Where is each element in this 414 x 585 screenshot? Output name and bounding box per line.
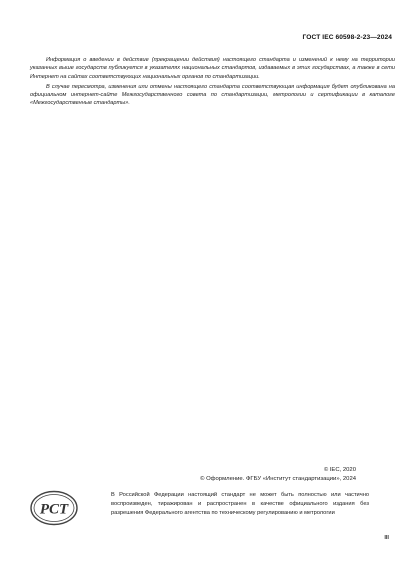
rst-certification-mark-icon [29, 490, 79, 526]
iec-copyright: © IEC, 2020 [323, 467, 356, 473]
logo-text: РСТ [39, 501, 69, 518]
revision-paragraph: В случае пересмотра, изменения или отмены настоящего стандарта соответствующая информация будет опубликована на официальном интернет-сайте Межгосударственного совета по стандартизации, метрологии и сертификации в каталоге «Межгосударственные стандарты». [30, 83, 395, 107]
reproduction-notice: В Российской Федерации настоящий стандарт не может быть полностью или частично воспроизведен, тиражирован и распространен в качестве официального издания без разрешения Федерального агентства по техническому регулированию и метрологии [111, 492, 369, 517]
document-body [30, 56, 395, 108]
standard-code-header: ГОСТ IEC 60598-2-23—2024 [302, 34, 392, 41]
copyright-block [200, 466, 356, 484]
page-number: III [384, 535, 389, 541]
info-paragraph: Информация о введении в действие (прекращении действия) настоящего стандарта и изменений к нему на территории указанных выше государств публикуется в указателях национальных стандартов, издаваемых в этих государствах, а также в сети Интернет на сайтах соответствующих национальных органов по стандартизации. [30, 57, 395, 80]
design-copyright: © Оформление. ФГБУ «Институт стандартизации», 2024 [200, 476, 356, 482]
